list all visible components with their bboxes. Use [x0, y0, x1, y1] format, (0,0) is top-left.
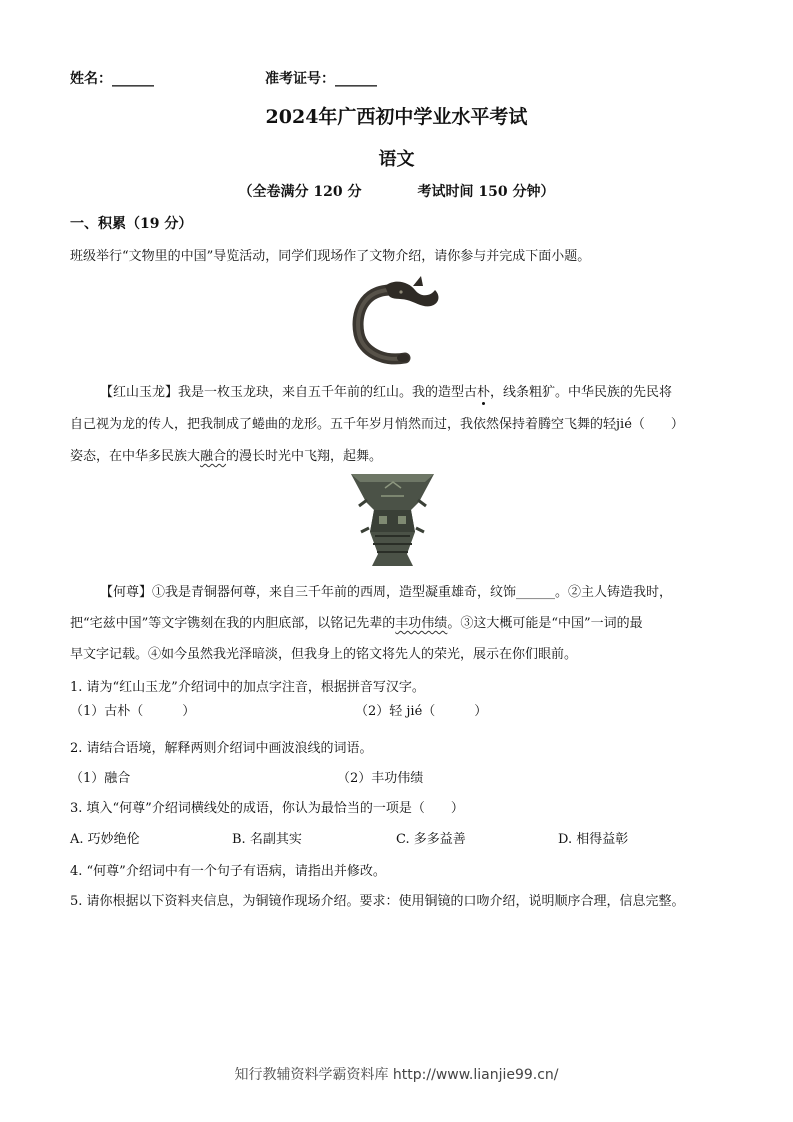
jade-text-line-1: 【红山玉龙】我是一枚玉龙玦，来自五千年前的红山。我的造型古朴，线条粗犷。中华民族的先民将	[100, 385, 673, 400]
question-1: 1. 请为“红山玉龙”介绍词中的加点字注音，根据拼音写汉字。	[70, 680, 425, 695]
he-zun-bronze-image	[345, 470, 440, 570]
option-d: D. 相得益彰	[558, 832, 629, 847]
question-5: 5. 请你根据以下资料夹信息，为铜镜作现场介绍。要求：使用铜镜的口吻介绍，说明顺序合理，信息完整。	[70, 894, 685, 909]
option-a: A. 巧妙绝伦	[70, 832, 140, 847]
subject-title: 语文	[378, 149, 415, 170]
footer-watermark: 知行教辅资料学霸资料库 http://www.lianjie99.cn/	[234, 1067, 559, 1083]
exam-title: 2024年广西初中学业水平考试	[265, 106, 528, 128]
question-3: 3. 填入“何尊”介绍词横线处的成语，你认为最恰当的一项是（ ）	[70, 801, 464, 816]
wavy-term-fenggong: 丰功伟绩	[395, 616, 448, 631]
section-heading: 一、积累（19 分）	[70, 216, 193, 232]
question-1-part-2: （2）轻 jié（ ）	[355, 704, 488, 719]
option-c: C. 多多益善	[396, 832, 466, 847]
jade-text-line-2: 自己视为龙的传人，把我制成了蜷曲的龙形。五千年岁月悄然而过，我依然保持着腾空飞舞的轻jié（ ）	[70, 417, 684, 432]
section-intro: 班级举行“文物里的中国”导览活动，同学们现场作了文物介绍，请你参与并完成下面小题。	[70, 249, 591, 264]
zun-text-line-1: 【何尊】①我是青铜器何尊，来自三千年前的西周，造型凝重雄奇，纹饰______。②主人铸造我时，	[100, 585, 673, 600]
option-b: B. 名副其实	[232, 832, 302, 847]
jade-text-line-3: 姿态，在中华多民族大融合的漫长时光中飞翔，起舞。	[70, 449, 383, 464]
zun-text-line-2: 把“宅兹中国”等文字镌刻在我的内胆底部，以铭记先辈的丰功伟绩。③这大概可能是“中国”一词的最	[70, 616, 643, 631]
question-1-part-1: （1）古朴（ ）	[70, 704, 196, 719]
exam-id-field: 准考证号：______	[265, 71, 377, 87]
question-2-part-1: （1）融合	[70, 771, 131, 786]
wavy-term-ronghe: 融合	[200, 449, 227, 464]
name-field: 姓名：______	[70, 71, 154, 87]
jade-dragon-image	[343, 272, 449, 368]
zun-text-line-3: 早文字记载。④如今虽然我光泽暗淡，但我身上的铭文将先人的荣光，展示在你们眼前。	[70, 647, 578, 662]
question-4: 4. “何尊”介绍词中有一个句子有语病，请指出并修改。	[70, 864, 386, 879]
dotted-char: 朴	[477, 385, 491, 400]
exam-info: （全卷满分 120 分 考试时间 150 分钟）	[238, 184, 555, 200]
question-2-part-2: （2）丰功伟绩	[337, 771, 424, 786]
question-2: 2. 请结合语境，解释两则介绍词中画波浪线的词语。	[70, 741, 373, 756]
